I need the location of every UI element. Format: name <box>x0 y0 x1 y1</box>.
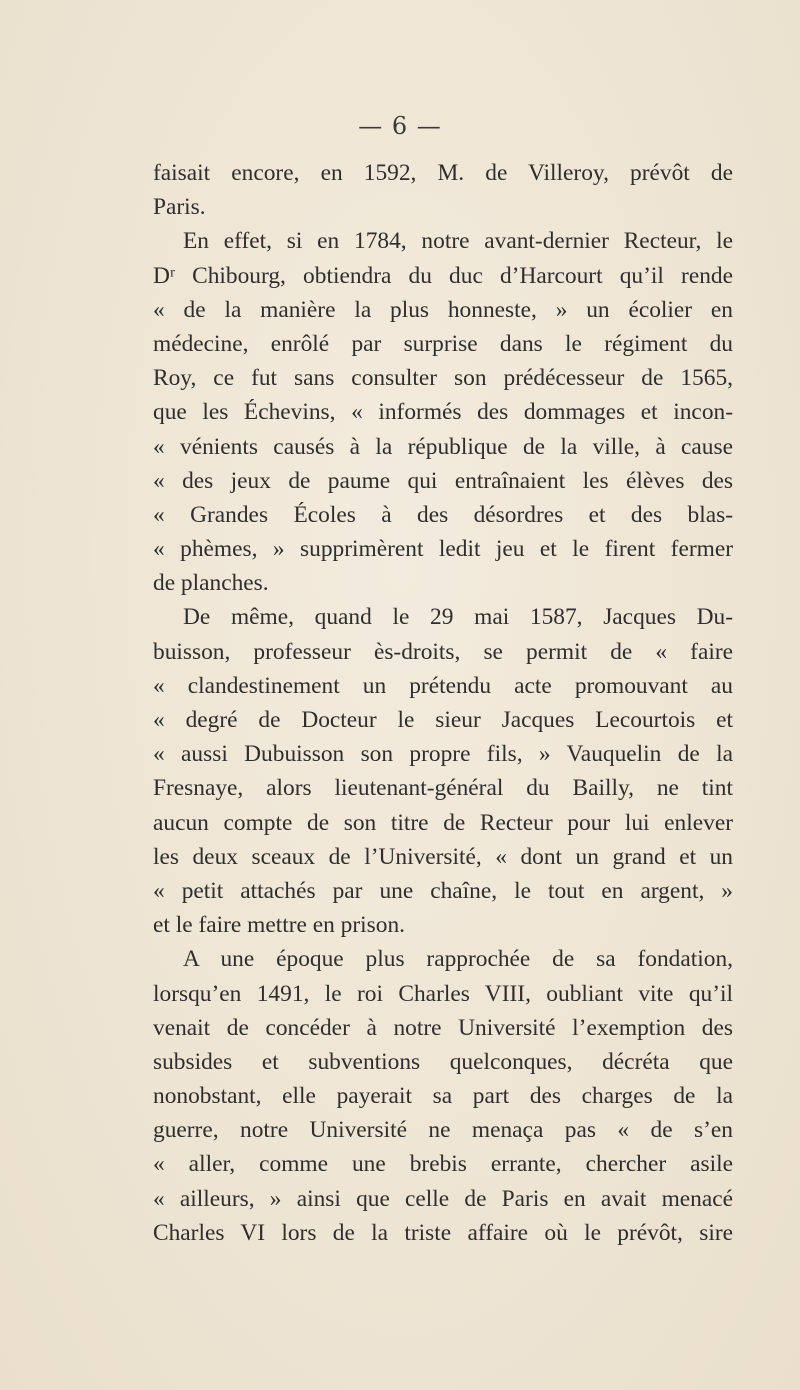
body-text <box>153 156 733 1250</box>
text-line: « aller, comme une brebis errante, chercher asile <box>153 1151 733 1178</box>
text-line: « ailleurs, » ainsi que celle de Paris en avait menacé <box>153 1185 733 1212</box>
text-line: Charles VI lors de la triste affaire où le prévôt, sire <box>153 1219 733 1246</box>
text-line: « degré de Docteur le sieur Jacques Lecourtois et <box>153 707 733 733</box>
text-line: lorsqu’en 1491, le roi Charles VIII, oubliant vite qu’il <box>153 980 733 1007</box>
text-line: buisson, professeur ès-droits, se permit de « faire <box>153 638 733 665</box>
text-line: guerre, notre Université ne menaça pas « de s’en <box>153 1117 733 1144</box>
text-line: Dʳ Chibourg, obtiendra du duc d’Harcourt qu’il rende <box>153 262 733 289</box>
text-line: aucun compte de son titre de Recteur pour lui enlever <box>153 809 733 836</box>
text-line: « phèmes, » supprimèrent ledit jeu et le firent fermer <box>153 536 733 563</box>
text-line: De même, quand le 29 mai 1587, Jacques Du- <box>183 604 733 631</box>
text-line: venait de concéder à notre Université l’exemption des <box>153 1014 733 1041</box>
text-line: de planches. <box>153 570 269 597</box>
text-line: A une époque plus rapprochée de sa fondation, <box>183 946 733 973</box>
text-line: En effet, si en 1784, notre avant-dernier Recteur, le <box>183 228 733 255</box>
text-line: « de la manière la plus honneste, » un écolier en <box>153 296 733 323</box>
text-line: les deux sceaux de l’Université, « dont un grand et un <box>153 843 733 870</box>
page-number: — 6 — <box>358 112 442 140</box>
text-line: Fresnaye, alors lieutenant-général du Bailly, ne tint <box>153 775 733 802</box>
text-line: Roy, ce fut sans consulter son prédécesseur de 1565, <box>153 365 733 392</box>
text-line: « Grandes Écoles à des désordres et des blas- <box>153 501 733 528</box>
text-line: médecine, enrôlé par surprise dans le régiment du <box>153 330 733 357</box>
text-line: « des jeux de paume qui entraînaient les élèves des <box>153 467 733 494</box>
text-line: « vénients causés à la république de la ville, à cause <box>153 433 733 460</box>
text-line: et le faire mettre en prison. <box>153 912 405 939</box>
text-line: faisait encore, en 1592, M. de Villeroy, prévôt de <box>153 160 733 186</box>
text-line: « aussi Dubuisson son propre fils, » Vauquelin de la <box>153 741 733 768</box>
text-line: nonobstant, elle payerait sa part des charges de la <box>153 1083 733 1110</box>
text-line: subsides et subventions quelconques, décréta que <box>153 1048 733 1075</box>
text-line: Paris. <box>153 194 206 221</box>
text-line: « clandestinement un prétendu acte promouvant au <box>153 672 733 699</box>
text-line: « petit attachés par une chaîne, le tout en argent, » <box>153 877 733 904</box>
text-line: que les Échevins, « informés des dommages et incon- <box>153 399 733 426</box>
